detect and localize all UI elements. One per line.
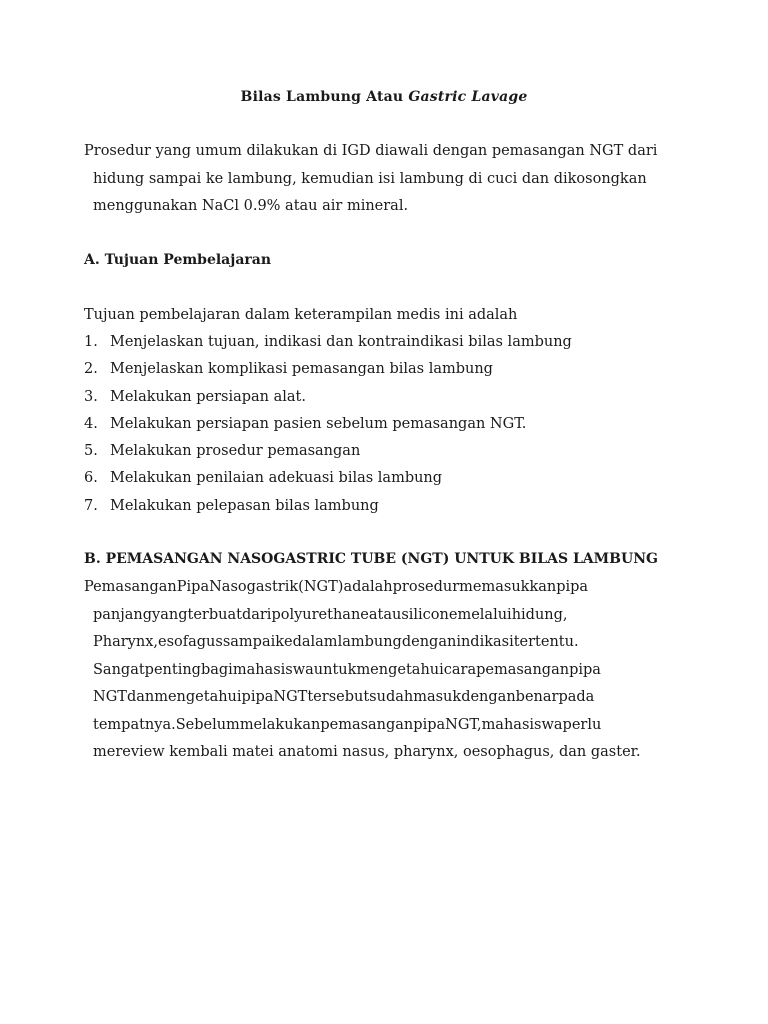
- word: mengetahui: [154, 689, 242, 705]
- word: sampai: [222, 634, 276, 650]
- list-item-number: 1.: [84, 334, 98, 350]
- list-item-number: 3.: [84, 388, 98, 405]
- word: panjang: [93, 606, 153, 623]
- list-item: [84, 356, 684, 383]
- list-item: [84, 411, 684, 438]
- section-b-line: [84, 602, 684, 630]
- word: kedalam: [275, 634, 338, 650]
- list-item-text: Menjelaskan komplikasi pemasangan bilas lambung: [110, 361, 493, 378]
- word: perlu: [562, 716, 602, 733]
- list-item-text: Melakukan pelepasan bilas lambung: [110, 497, 379, 514]
- word: adalah: [343, 579, 393, 595]
- section-a-lead: [84, 302, 684, 330]
- word: dengan: [401, 634, 457, 650]
- section-b-heading: B. PEMASANGAN NASOGASTRIC TUBE (NGT) UNTUK BILAS LAMBUNG: [84, 551, 658, 567]
- word: Pipa: [176, 579, 210, 595]
- section-b-line: [84, 574, 684, 602]
- word: pemasangan: [320, 716, 414, 733]
- word: dan: [126, 689, 155, 705]
- section-b-line: [84, 712, 684, 740]
- list-item-number: 2.: [84, 361, 98, 378]
- list-item: [84, 329, 684, 356]
- word: pipa: [413, 716, 446, 733]
- intro-line: Prosedur yang umum dilakukan di IGD diawali dengan pemasangan NGT dari: [84, 143, 658, 159]
- word: pipa: [556, 579, 589, 595]
- word: tersebut: [307, 689, 370, 705]
- list-item-text: Melakukan penilaian adekuasi bilas lambung: [110, 470, 443, 487]
- word: melalui: [457, 606, 512, 623]
- word: NGT: [93, 689, 127, 705]
- section-a-heading: A. Tujuan Pembelajaran: [84, 252, 272, 268]
- intro-line: hidung sampai ke lambung, kemudian isi lambung di cuci dan dikosongkan: [93, 170, 647, 187]
- word: (NGT): [298, 579, 344, 595]
- section-a-lead-text: Tujuan pembelajaran dalam keterampilan medis ini adalah: [84, 307, 518, 323]
- word: tertentu.: [513, 634, 579, 650]
- word: silicone: [401, 606, 458, 623]
- word: atau: [368, 606, 402, 623]
- word: tempatnya.: [93, 716, 176, 733]
- word: pipa: [241, 689, 274, 705]
- word: NGT: [273, 689, 308, 705]
- list-item-text: Melakukan persiapan alat.: [110, 388, 306, 405]
- word: pada: [558, 689, 595, 705]
- section-b-paragraph: [84, 574, 684, 767]
- word: bagi: [200, 661, 233, 678]
- word: mengetahui: [356, 661, 444, 678]
- word: esofagus: [158, 634, 223, 650]
- title-main: Bilas Lambung Atau: [240, 89, 409, 105]
- section-b-line: [84, 684, 684, 712]
- word: lambung: [337, 634, 402, 650]
- word: dengan: [461, 689, 516, 705]
- list-item-number: 6.: [84, 470, 98, 487]
- intro-paragraph: [84, 138, 684, 221]
- word: Sangat: [93, 661, 145, 678]
- list-item: [84, 438, 684, 465]
- list-item: [84, 384, 684, 411]
- word: masuk: [413, 689, 462, 705]
- word: cara: [443, 661, 477, 678]
- list-item-number: 4.: [84, 415, 98, 432]
- word: terbuat: [187, 606, 242, 623]
- objectives-list: [84, 329, 684, 520]
- word: memasukkan: [459, 579, 557, 595]
- word: Sebelum: [175, 716, 240, 733]
- list-item: [84, 493, 684, 520]
- word: untuk: [313, 661, 357, 678]
- word: yang: [152, 606, 188, 623]
- word: mahasiswa: [232, 661, 314, 678]
- word: pipa: [569, 661, 601, 678]
- word: sudah: [369, 689, 414, 705]
- title-italic: Gastric Lavage: [408, 89, 528, 105]
- word: Pharynx,: [93, 634, 158, 650]
- word: mahasiswa: [481, 716, 563, 733]
- list-item-text: Menjelaskan tujuan, indikasi dan kontraindikasi bilas lambung: [110, 334, 572, 350]
- word: NGT,: [445, 716, 482, 733]
- section-b-line: [84, 629, 684, 657]
- section-b-line: mereview kembali matei anatomi nasus, pharynx, oesophagus, dan gaster.: [93, 744, 641, 760]
- intro-line: menggunakan NaCl 0.9% atau air mineral.: [93, 198, 409, 214]
- word: indikasi: [456, 634, 514, 650]
- list-item: [84, 465, 684, 492]
- word: polyurethane: [271, 606, 369, 623]
- word: hidung,: [511, 606, 568, 623]
- word: melakukan: [239, 716, 321, 733]
- word: Pemasangan: [84, 579, 177, 595]
- word: penting: [144, 661, 201, 678]
- list-item-number: 7.: [84, 497, 98, 514]
- word: pemasangan: [476, 661, 570, 678]
- list-item-number: 5.: [84, 443, 98, 460]
- list-item-text: Melakukan prosedur pemasangan: [110, 443, 361, 460]
- document-title: [0, 89, 768, 105]
- word: benar: [515, 689, 559, 705]
- section-b-line: [84, 657, 684, 685]
- list-item-text: Melakukan persiapan pasien sebelum pemasangan NGT.: [110, 415, 527, 432]
- word: prosedur: [392, 579, 460, 595]
- word: Nasogastrik: [209, 579, 299, 595]
- word: dari: [241, 606, 272, 623]
